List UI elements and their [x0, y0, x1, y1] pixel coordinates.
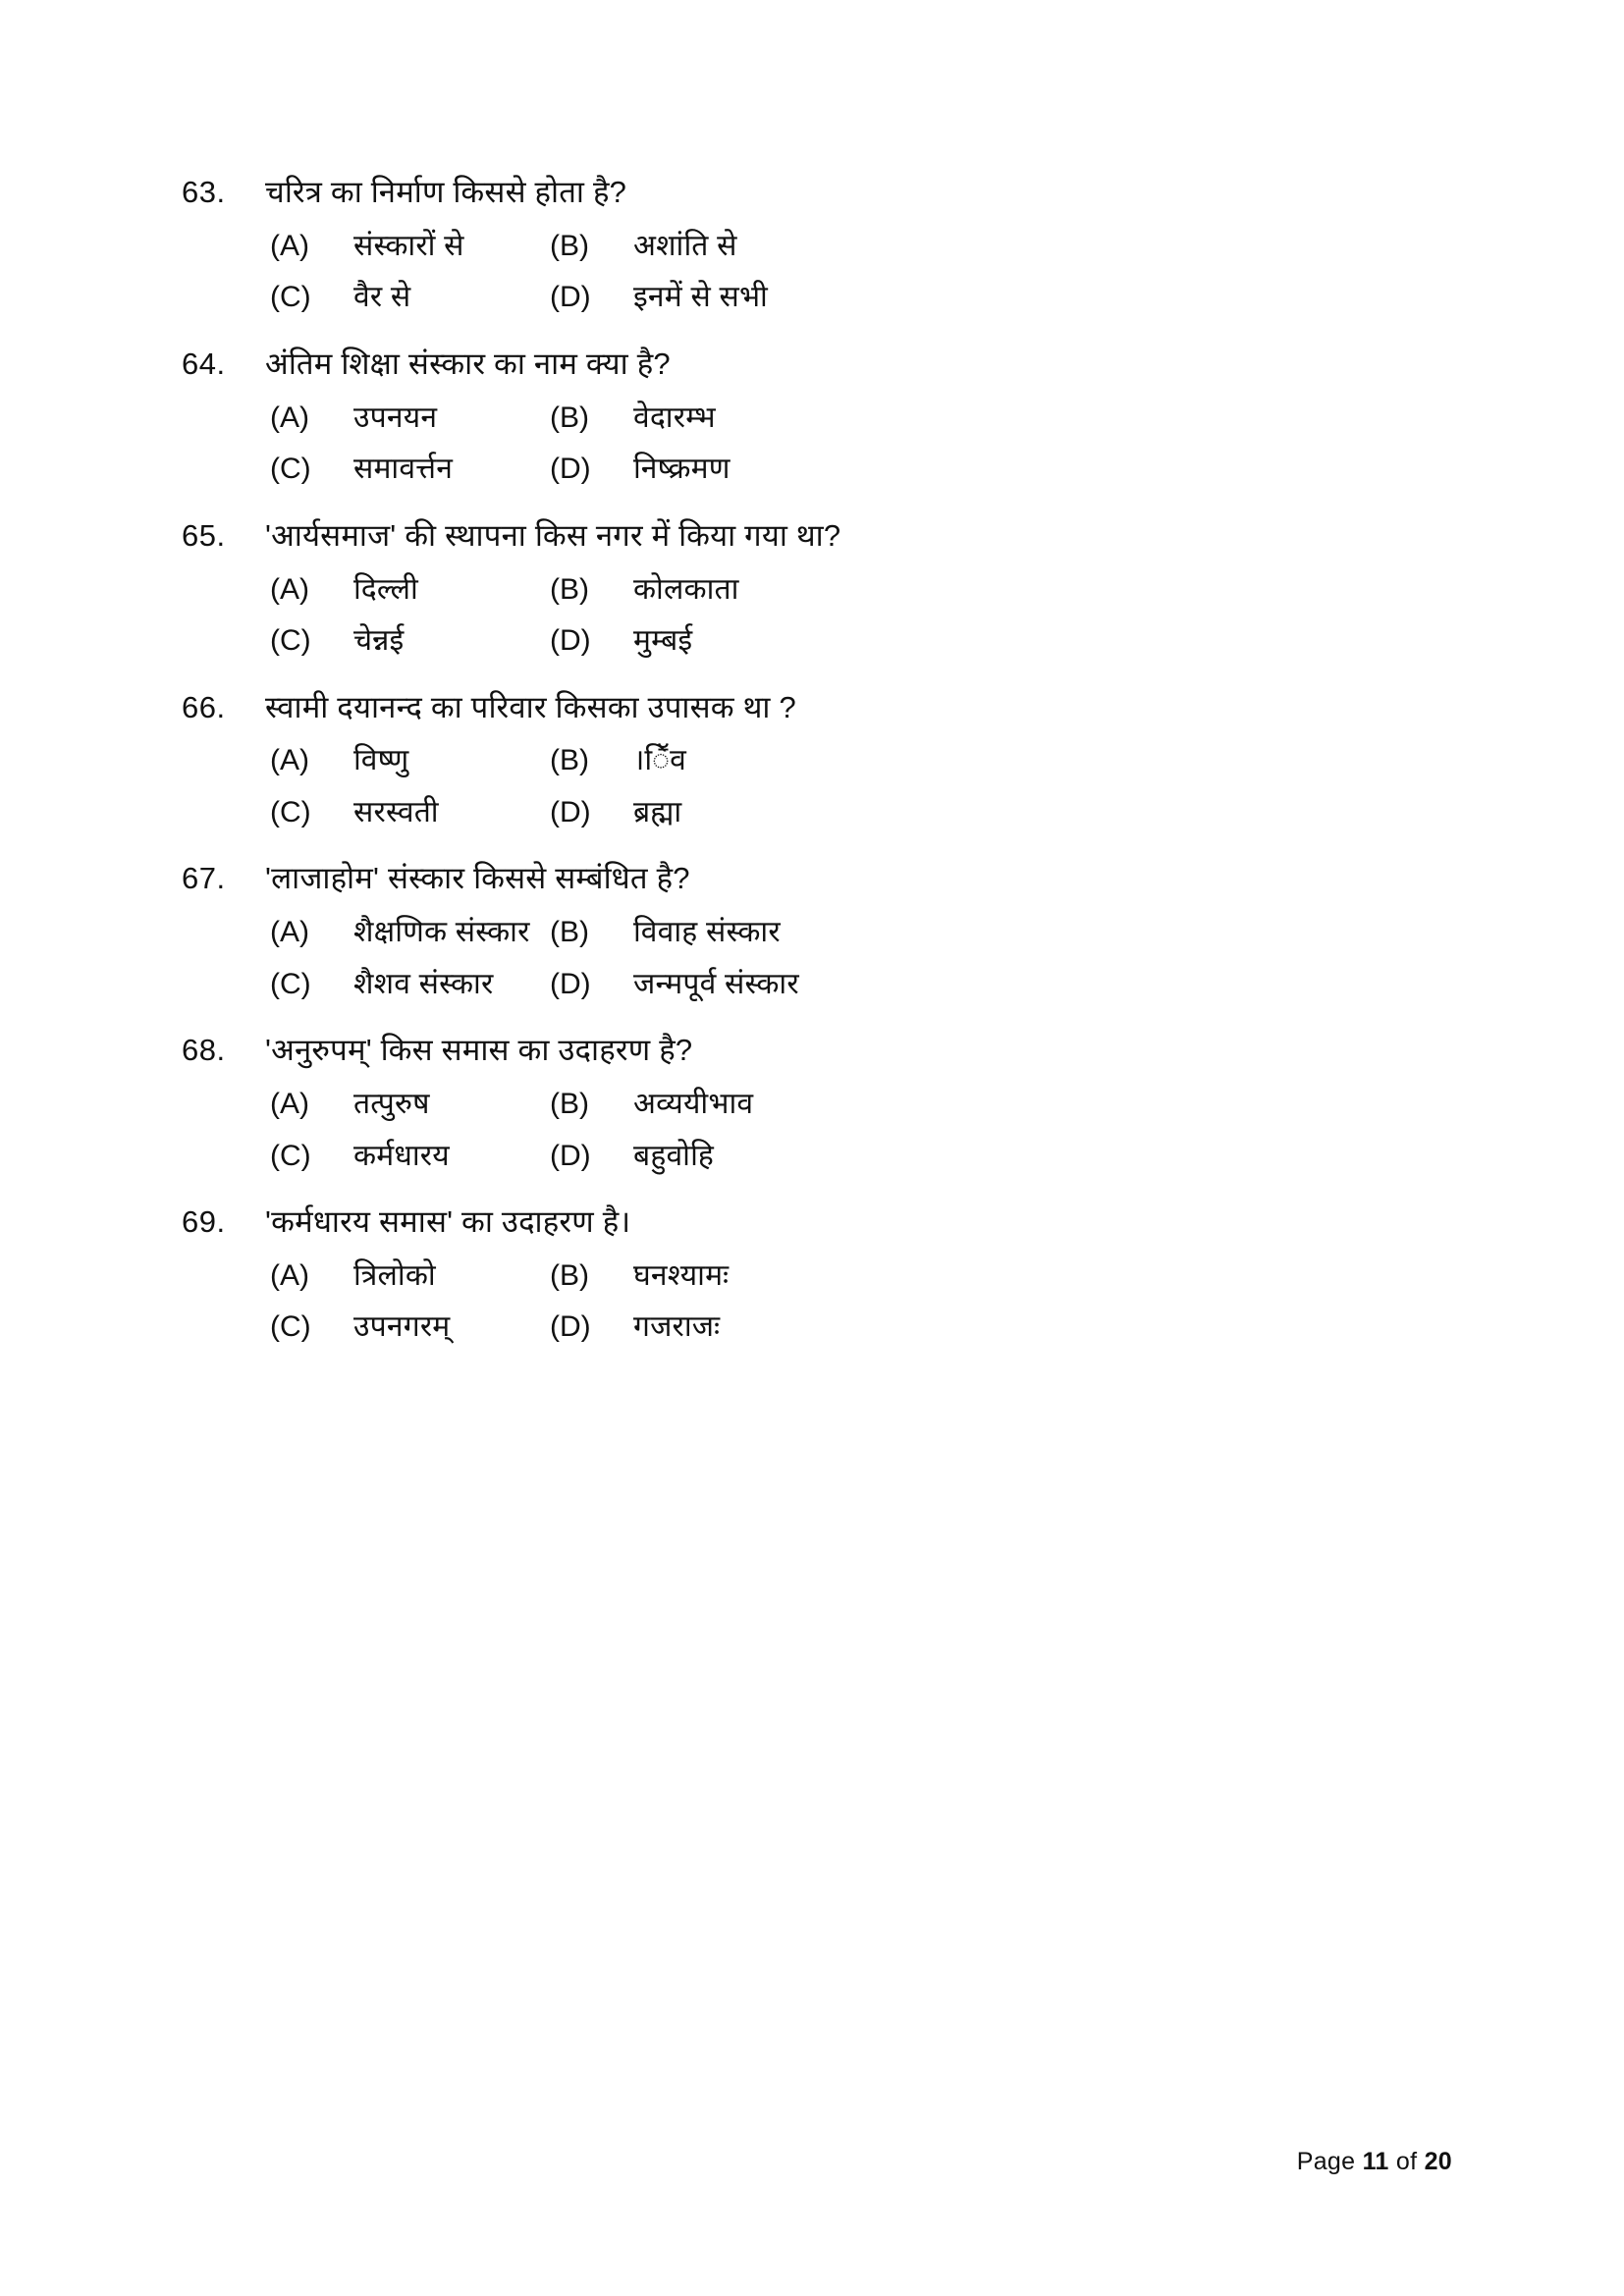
- question-item: [172, 1030, 1438, 1176]
- option-label: (A): [270, 400, 309, 434]
- option-b[interactable]: [550, 741, 1438, 781]
- option-c[interactable]: [172, 450, 550, 490]
- option-c[interactable]: [172, 1308, 550, 1348]
- option-d[interactable]: [550, 793, 1438, 833]
- option-text: समावर्त्तन: [353, 453, 454, 486]
- option-text: त्रिलोको: [353, 1258, 436, 1292]
- option-text: विवाह संस्कार: [633, 916, 781, 949]
- question-number: 63.: [182, 175, 226, 209]
- option-text: सरस्वती: [353, 795, 439, 828]
- option-text: बहुवाेहि: [633, 1139, 715, 1172]
- option-label: (A): [270, 229, 309, 262]
- option-label: (B): [550, 744, 589, 777]
- option-label: (A): [270, 572, 309, 606]
- footer-prefix: Page: [1296, 2148, 1356, 2175]
- question-item: [172, 687, 1438, 833]
- option-text: ।ॕिव: [633, 744, 687, 777]
- option-label: (A): [270, 1088, 309, 1121]
- option-label: (C): [270, 1139, 311, 1172]
- option-label: (D): [550, 795, 591, 828]
- option-label: (B): [550, 229, 589, 262]
- option-label: (D): [550, 1310, 591, 1344]
- option-label: (D): [550, 624, 591, 658]
- question-text: 'लाजाहोम' संस्कार किससे सम्बंधित है?: [265, 861, 690, 896]
- question-item: [172, 1201, 1438, 1348]
- option-d[interactable]: [550, 1137, 1438, 1177]
- option-group: [172, 399, 1438, 490]
- question-number: 67.: [182, 861, 226, 896]
- question-number: 68.: [182, 1033, 226, 1068]
- option-label: (C): [270, 453, 311, 486]
- question-text: 'आर्यसमाज' की स्थापना किस नगर में किया गया था?: [265, 517, 841, 553]
- footer-current-page: 11: [1362, 2148, 1389, 2175]
- option-b[interactable]: [550, 913, 1438, 953]
- option-b[interactable]: [550, 1085, 1438, 1125]
- option-label: (D): [550, 967, 591, 1000]
- option-text: वैर से: [353, 281, 411, 314]
- option-d[interactable]: [550, 621, 1438, 662]
- question-text: 'कर्मधारय समास' का उदाहरण है।: [265, 1204, 631, 1240]
- option-a[interactable]: [172, 1085, 550, 1125]
- option-label: (B): [550, 400, 589, 434]
- question-number: 69.: [182, 1204, 226, 1240]
- option-b[interactable]: [550, 399, 1438, 439]
- footer-total-pages: 20: [1424, 2148, 1452, 2175]
- option-text: घनश्यामः: [633, 1258, 730, 1292]
- option-d[interactable]: [550, 1308, 1438, 1348]
- question-number: 66.: [182, 689, 226, 724]
- option-d[interactable]: [550, 450, 1438, 490]
- option-d[interactable]: [550, 965, 1438, 1005]
- option-label: (D): [550, 1139, 591, 1172]
- option-label: (C): [270, 795, 311, 828]
- question-number: 65.: [182, 517, 226, 553]
- option-d[interactable]: [550, 278, 1438, 318]
- option-c[interactable]: [172, 965, 550, 1005]
- option-a[interactable]: [172, 1256, 550, 1297]
- option-text: कोलकाता: [633, 572, 739, 606]
- option-label: (B): [550, 916, 589, 949]
- option-text: वेदारम्भ: [633, 400, 716, 434]
- option-group: [172, 1256, 1438, 1348]
- question-text: 'अनुरुपम्' किस समास का उदाहरण है?: [265, 1033, 693, 1068]
- option-text: शैक्षणिक संस्कार: [353, 916, 530, 949]
- option-b[interactable]: [550, 227, 1438, 267]
- option-group: [172, 1085, 1438, 1176]
- option-group: [172, 741, 1438, 832]
- page-footer: [1297, 2148, 1452, 2176]
- question-text: अंतिम शिक्षा संस्कार का नाम क्या है?: [265, 346, 671, 381]
- option-text: संस्कारों से: [353, 229, 464, 262]
- option-group: [172, 570, 1438, 662]
- option-c[interactable]: [172, 793, 550, 833]
- option-text: शैशव संस्कार: [353, 967, 494, 1000]
- option-c[interactable]: [172, 1137, 550, 1177]
- option-text: उपनगरम्: [353, 1310, 451, 1344]
- question-text: चरित्र का निर्माण किससे होता है?: [265, 175, 627, 209]
- option-text: जन्मपूर्व संस्कार: [633, 967, 799, 1000]
- option-text: गजराजः: [633, 1310, 721, 1344]
- option-text: विष्णु: [353, 744, 409, 777]
- option-label: (D): [550, 453, 591, 486]
- option-label: (B): [550, 1088, 589, 1121]
- option-text: अशांति से: [633, 229, 737, 262]
- question-item: [172, 515, 1438, 662]
- question-item: [172, 172, 1438, 318]
- option-text: मुम्बई: [633, 624, 693, 658]
- option-a[interactable]: [172, 227, 550, 267]
- option-group: [172, 913, 1438, 1004]
- option-label: (C): [270, 281, 311, 314]
- option-label: (C): [270, 967, 311, 1000]
- option-text: इनमें से सभी: [633, 281, 769, 314]
- footer-middle: of: [1395, 2148, 1418, 2175]
- option-text: तत्पुरुष: [353, 1088, 430, 1121]
- option-label: (B): [550, 572, 589, 606]
- option-text: चेन्नई: [353, 624, 405, 658]
- option-label: (C): [270, 1310, 311, 1344]
- option-label: (A): [270, 916, 309, 949]
- option-text: दिल्ली: [353, 572, 418, 606]
- question-text: स्वामी दयानन्द का परिवार किसका उपासक था ?: [265, 689, 796, 724]
- option-c[interactable]: [172, 278, 550, 318]
- option-group: [172, 227, 1438, 318]
- option-a[interactable]: [172, 399, 550, 439]
- option-label: (C): [270, 624, 311, 658]
- option-label: (B): [550, 1258, 589, 1292]
- option-text: कर्मधारय: [353, 1139, 450, 1172]
- option-label: (A): [270, 1258, 309, 1292]
- option-label: (D): [550, 281, 591, 314]
- option-text: उपनयन: [353, 400, 438, 434]
- option-text: ब्रह्मा: [633, 795, 682, 828]
- option-a[interactable]: [172, 913, 550, 953]
- option-a[interactable]: [172, 570, 550, 611]
- question-item: [172, 344, 1438, 490]
- option-label: (A): [270, 744, 309, 777]
- question-item: [172, 858, 1438, 1004]
- option-b[interactable]: [550, 1256, 1438, 1297]
- option-a[interactable]: [172, 741, 550, 781]
- option-text: निष्क्रमण: [633, 453, 731, 486]
- option-c[interactable]: [172, 621, 550, 662]
- option-b[interactable]: [550, 570, 1438, 611]
- question-number: 64.: [182, 346, 226, 381]
- option-text: अव्ययीभाव: [633, 1088, 754, 1121]
- question-list: [172, 172, 1438, 1373]
